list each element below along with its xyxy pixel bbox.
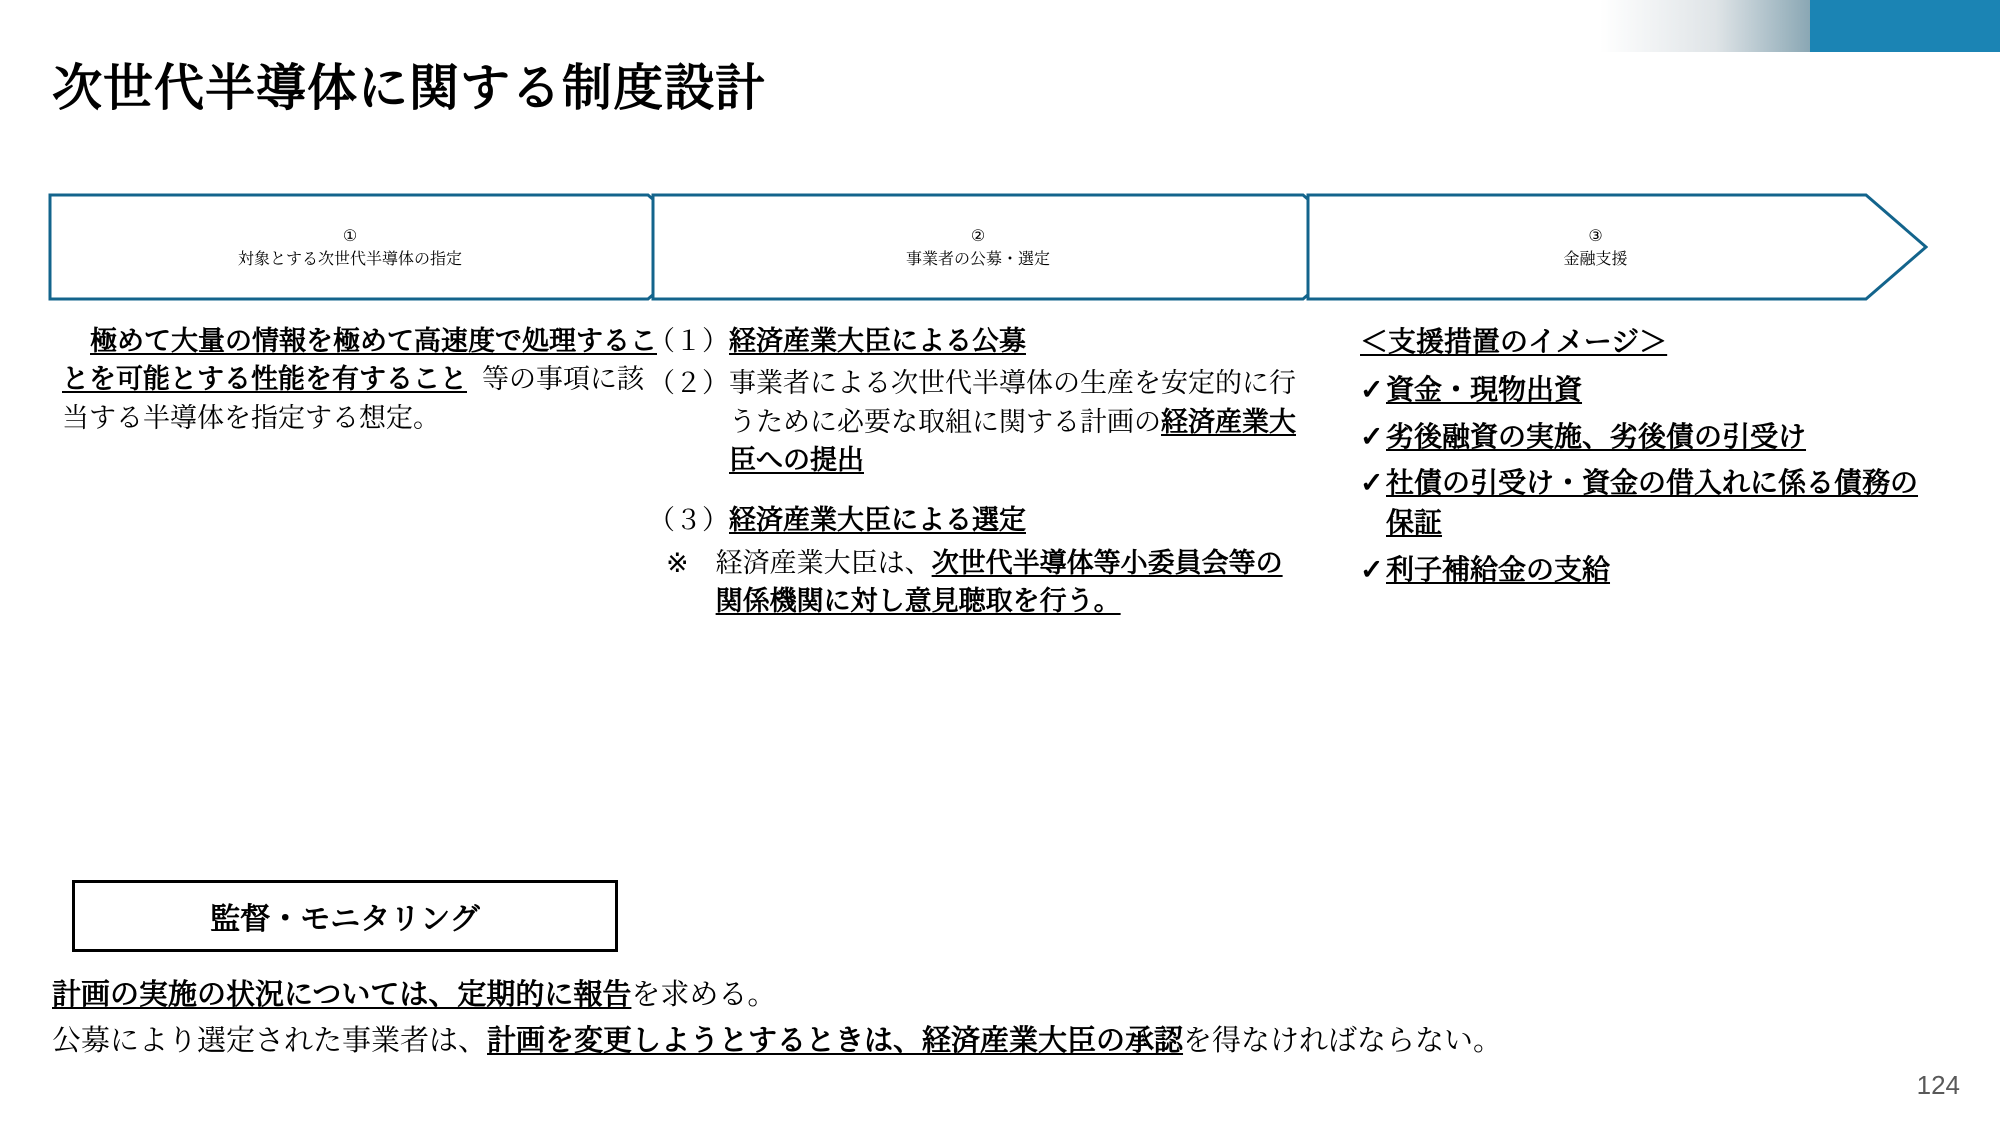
column2-item-1-marker: （１） (648, 326, 729, 356)
column2-item-3-marker: （３） (648, 505, 729, 536)
process-chevron-band (48, 192, 1928, 302)
column3-item-2-label: 劣後融資の実施、劣後債の引受け (1386, 420, 1807, 452)
process-step-1-label: 対象とする次世代半導体の指定 (237, 250, 462, 268)
column2-item-4 (648, 544, 1308, 621)
monitoring-line-1-emphasis: 計画の実施の状況については、定期的に報告 (52, 979, 632, 1011)
monitoring-line-2 (52, 1018, 1502, 1059)
column2-item-1-emphasis: 経済産業大臣による公募 (729, 326, 1026, 356)
column2-item-3 (648, 501, 1308, 539)
column2-item-2-emphasis: 経済産業大臣への提出 (729, 406, 1296, 475)
column3-item-4 (1360, 550, 1940, 590)
column3-item-4-label: 利子補給金の支給 (1386, 553, 1611, 585)
monitoring-line-2-emphasis: 計画を変更しようとするときは、経済産業大臣の承認 (487, 1025, 1184, 1057)
check-icon: ✓ (1360, 373, 1384, 405)
process-step-3-number: ③ (1588, 227, 1603, 245)
monitoring-line-1 (52, 972, 776, 1013)
column3-item-3-label: 社債の引受け・資金の借入れに係る債務の保証 (1386, 467, 1919, 538)
column1-emphasis: 極めて大量の情報を極めて高速度で処理することを可能とする性能を有すること (62, 326, 657, 395)
column2-item-4-marker: ※ (666, 547, 716, 578)
column-financial-support-body (1360, 322, 1940, 597)
check-icon: ✓ (1360, 553, 1384, 585)
column2-item-2-text: 事業者による次世代半導体の生産を安定的に行うために必要な取組に関する計画の (729, 368, 1296, 437)
column-selection-body (648, 322, 1308, 624)
column1-rest: 等の事項に該当する半導体を指定する想定。 (62, 364, 645, 433)
monitoring-line-1-text: を求める。 (631, 979, 777, 1011)
process-step-3-label: 金融支援 (1563, 250, 1628, 268)
column2-item-2-marker: （２） (648, 368, 729, 399)
header-gradient-bar (1600, 0, 1810, 52)
monitoring-box (72, 880, 618, 952)
header-decoration (1600, 0, 2000, 52)
column3-item-2 (1360, 417, 1940, 457)
column2-item-3-emphasis: 経済産業大臣による選定 (729, 505, 1026, 536)
monitoring-line-2-lead: 公募により選定された事業者は、 (52, 1025, 488, 1057)
monitoring-line-2-tail: を得なければならない。 (1183, 1025, 1503, 1057)
header-accent-bar (1810, 0, 2000, 52)
column2-item-4-emphasis: 次世代半導体等小委員会等の関係機関に対し意見聴取を行う。 (715, 547, 1283, 616)
page-title: 次世代半導体に関する制度設計 (52, 60, 766, 116)
chevron-shapes (48, 192, 1928, 302)
process-step-1-number: ① (342, 227, 358, 245)
column2-item-1 (648, 322, 1308, 360)
page-number: 124 (1916, 1070, 1960, 1100)
check-icon: ✓ (1360, 420, 1384, 452)
monitoring-box-label: 監督・モニタリング (210, 903, 480, 936)
check-icon: ✓ (1360, 467, 1384, 499)
column3-item-3 (1360, 463, 1940, 543)
column3-heading: ＜支援措置のイメージ＞ (1360, 326, 1668, 357)
process-step-2-label: 事業者の公募・選定 (905, 250, 1050, 268)
process-step-2-number: ② (970, 227, 986, 245)
column3-item-1 (1360, 370, 1940, 410)
column3-item-1-label: 資金・現物出資 (1386, 373, 1583, 405)
column2-item-2 (648, 364, 1308, 479)
column2-item-4-text: 経済産業大臣は、 (715, 547, 932, 578)
column-designation-body (62, 322, 662, 437)
